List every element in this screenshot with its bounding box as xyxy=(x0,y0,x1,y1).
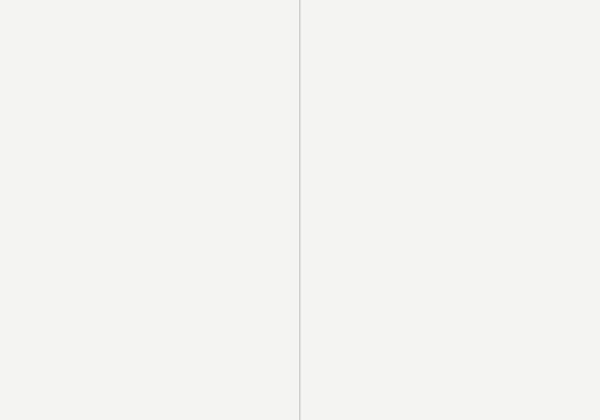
left-paragraph-5 xyxy=(14,56,285,64)
left-paragraph-1 xyxy=(14,10,285,18)
right-paragraph-6 xyxy=(315,68,586,76)
right-page xyxy=(300,0,600,420)
left-entry-text xyxy=(14,82,285,90)
right-paragraph-1 xyxy=(315,10,586,18)
right-paragraph-4 xyxy=(315,45,586,53)
right-paragraph-5 xyxy=(315,56,586,64)
right-after-paragraph-2 xyxy=(315,105,586,113)
left-paragraph-4 xyxy=(14,45,285,53)
left-biography-entry xyxy=(14,82,285,90)
right-entry-text xyxy=(315,82,586,90)
left-paragraph-3 xyxy=(14,33,285,41)
right-biography-entry xyxy=(315,82,586,90)
right-paragraph-2 xyxy=(315,22,586,30)
left-paragraph-6 xyxy=(14,68,285,76)
right-after-paragraph-1 xyxy=(315,93,586,101)
right-paragraph-3 xyxy=(315,33,586,41)
left-after-paragraph-3 xyxy=(14,116,285,124)
left-after-paragraph-1 xyxy=(14,93,285,101)
left-paragraph-2 xyxy=(14,22,285,30)
left-after-paragraph-2 xyxy=(14,105,285,113)
